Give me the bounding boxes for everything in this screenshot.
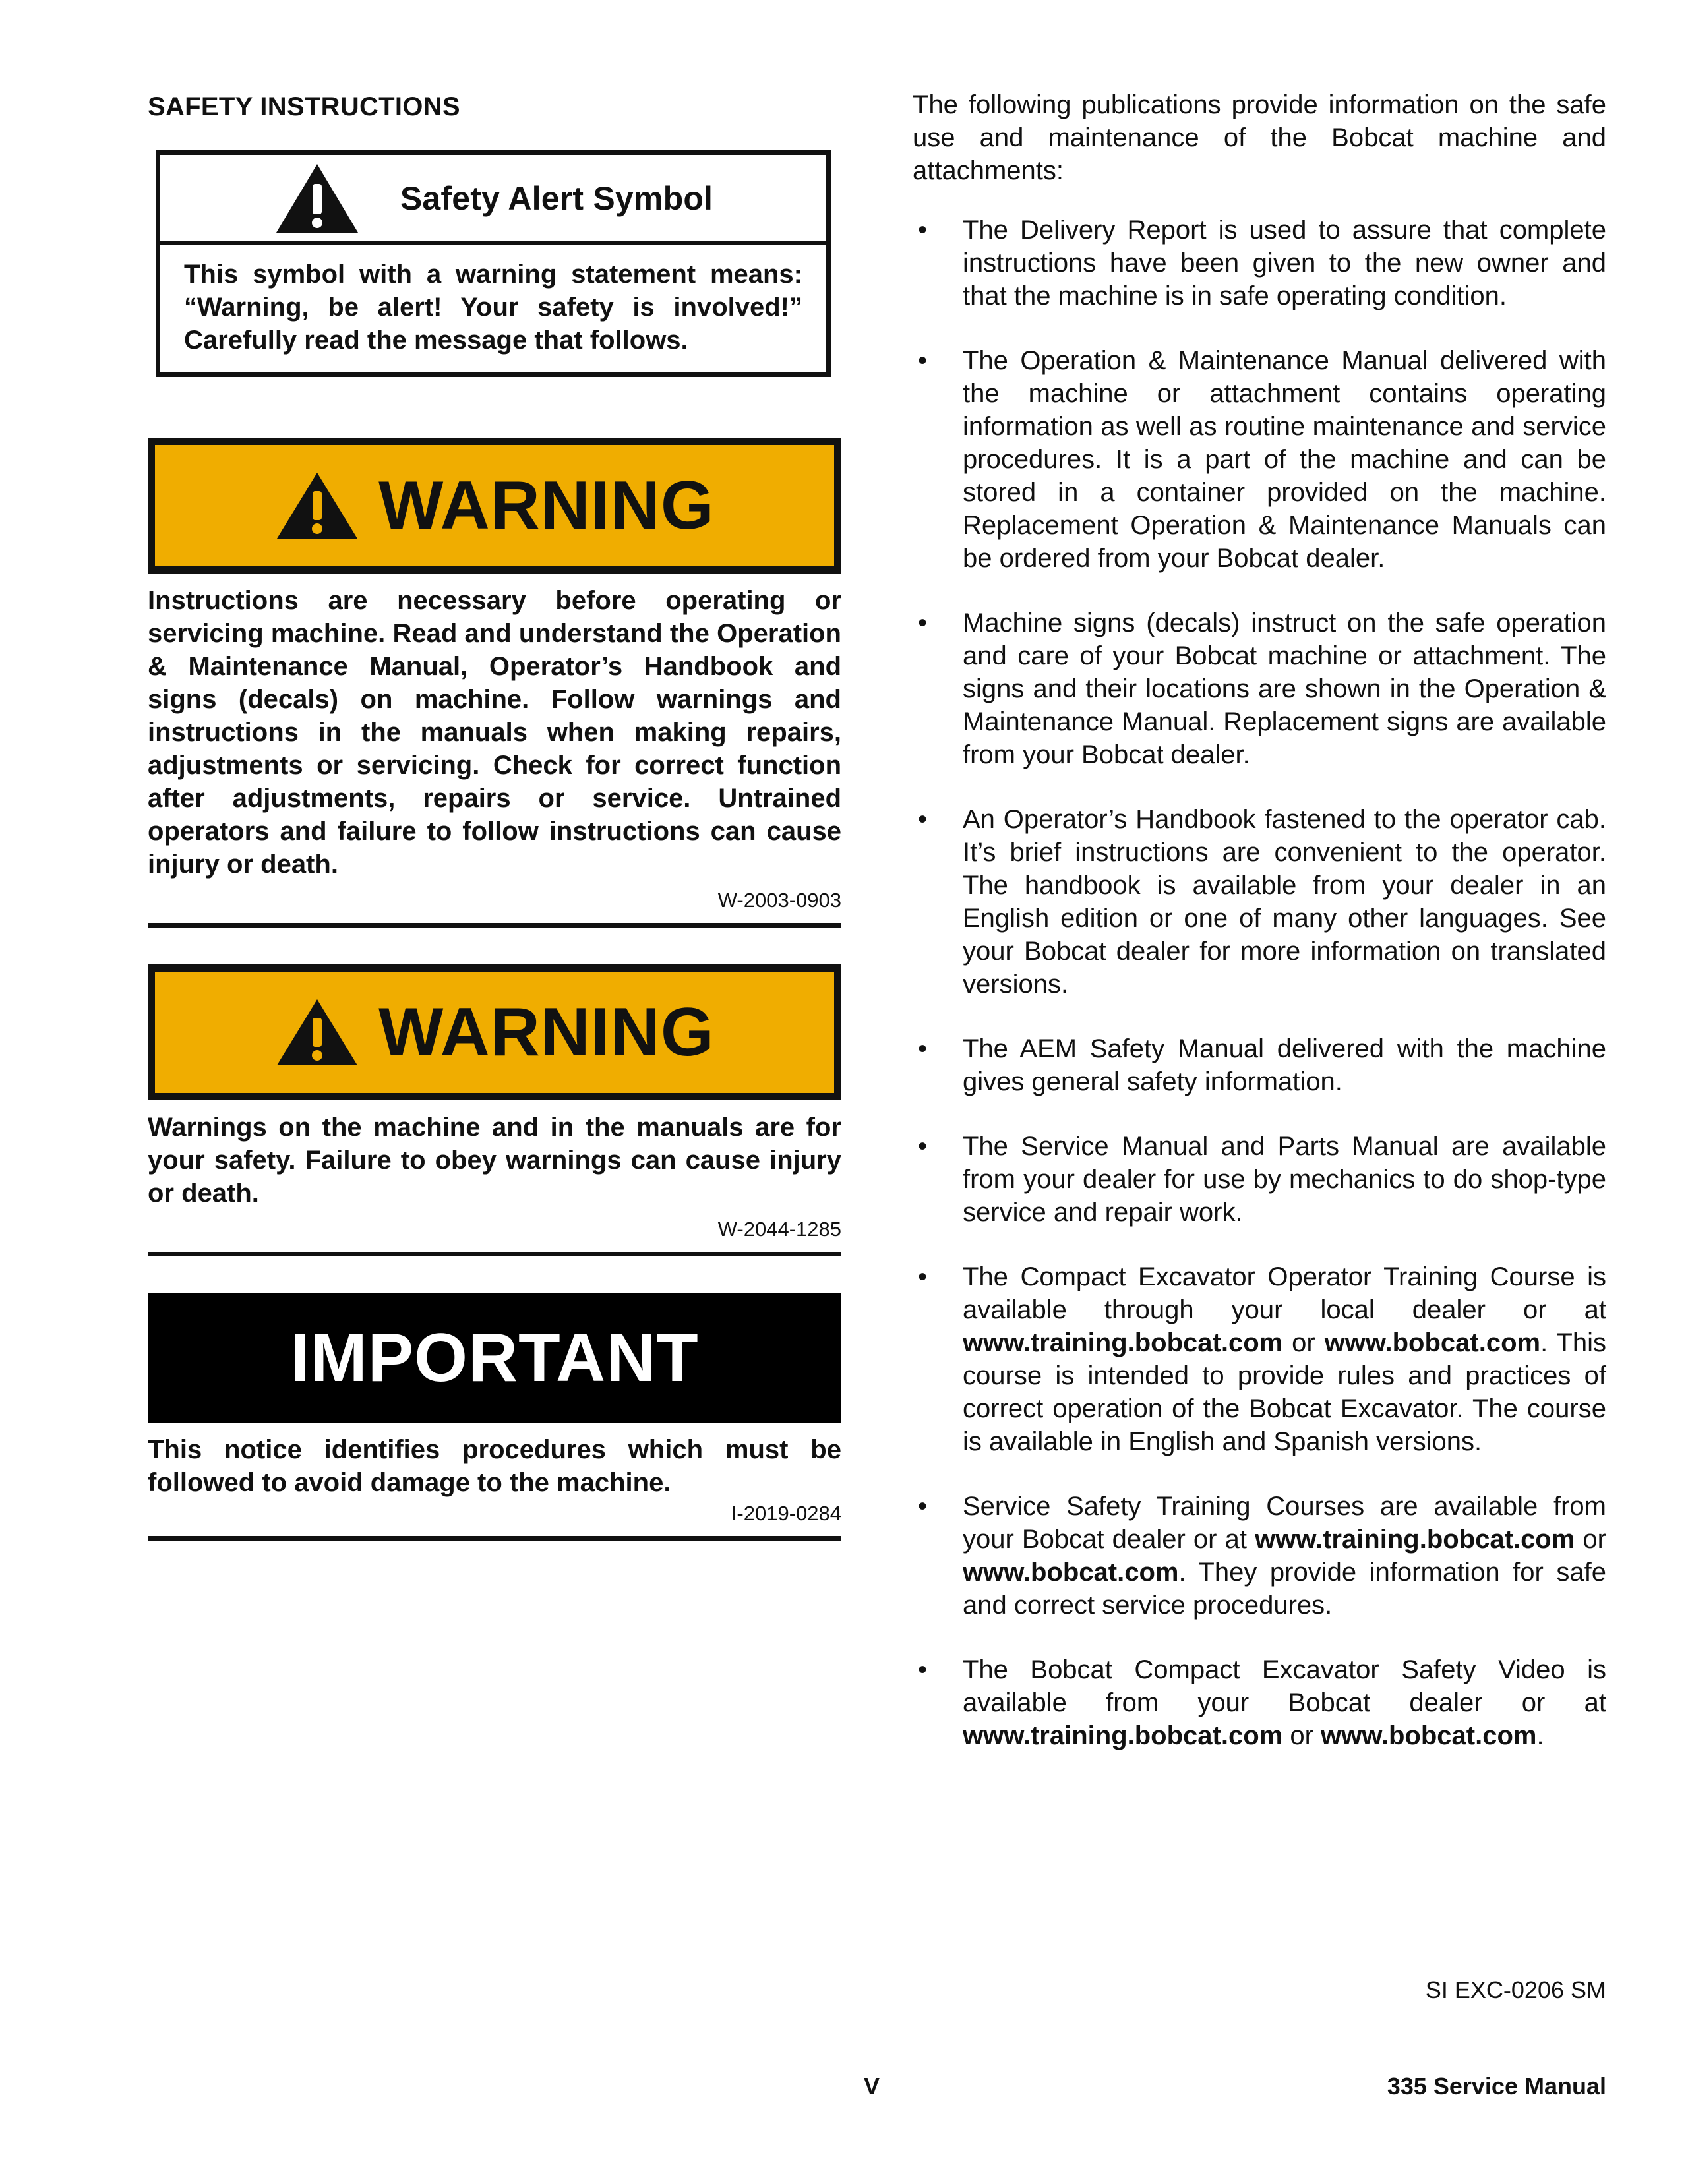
bullet: •: [917, 1492, 927, 1521]
bullet: •: [917, 346, 927, 375]
bullet: •: [917, 1262, 927, 1291]
warning-label-2: WARNING: [378, 994, 715, 1071]
left-column: [148, 88, 841, 1541]
warning-code-2: W-2044-1285: [717, 1218, 841, 1241]
warning-block-2: [148, 964, 841, 1256]
warning-banner-2: [148, 964, 841, 1100]
list-item: • The Compact Excavator Operator Training Course is available through your local dealer or at www.training.bobcat.com or www.bobcat.com. This course is intended to provide rules and practices of correct operation of the Bobcat Excavator. The course is available in English and Spanish versions.: [913, 1260, 1606, 1458]
warning-block-1: [148, 438, 841, 928]
important-banner: [148, 1293, 841, 1423]
warning-text-2: Warnings on the machine and in the manuals are for your safety. Failure to obey warnings can cause injury or death.: [148, 1113, 841, 1208]
safety-alert-triangle-icon: [274, 162, 361, 235]
page-number: V: [864, 2073, 880, 2100]
list-item: • The Bobcat Compact Excavator Safety Video is available from your Bobcat dealer or at www.training.bobcat.com or www.bobcat.com.: [913, 1653, 1606, 1752]
list-item: • Service Safety Training Courses are available from your Bobcat dealer or at www.training.bobcat.com or www.bobcat.com. They provide information for safe and correct service procedures.: [913, 1490, 1606, 1622]
bullet: •: [917, 805, 927, 834]
safety-alert-body: This symbol with a warning statement means: “Warning, be alert! Your safety is involved!” Carefully read the message that follows.: [184, 260, 802, 355]
list-item: • Machine signs (decals) instruct on the safe operation and care of your Bobcat machine or attachment. The signs and their locations are shown in the Operation & Maintenance Manual. Replacement signs are available from your Bobcat dealer.: [913, 606, 1606, 771]
bullet: •: [917, 1132, 927, 1161]
important-block: [148, 1293, 841, 1541]
important-label: IMPORTANT: [290, 1319, 699, 1396]
safety-alert-box: [156, 150, 831, 377]
safety-alert-header: [160, 155, 826, 245]
bobcat-link[interactable]: www.bobcat.com: [963, 1558, 1179, 1587]
list-item: • An Operator’s Handbook fastened to the operator cab. It’s brief instructions are convenient to the operator. The handbook is available from your dealer in an English edition or one of many other languages. See your Bobcat dealer for more information on translated versions.: [913, 803, 1606, 1001]
bobcat-link[interactable]: www.bobcat.com: [1321, 1721, 1537, 1750]
list-item: • The Service Manual and Parts Manual are available from your dealer for use by mechanics to do shop-type service and repair work.: [913, 1130, 1606, 1229]
list-item: • The Delivery Report is used to assure that complete instructions have been given to the new owner and that the machine is in safe operating condition.: [913, 214, 1606, 312]
warning-text-1: Instructions are necessary before operating or servicing machine. Read and understand the Operation & Maintenance Manual, Operator’s Handbook and signs (decals) on machine. Follow warnings and instructions in the manuals when making repairs, adjustments or servicing. Check for correct function after adjustments, repairs or service. Untrained operators and failure to follow instructions can cause injury or death.: [148, 586, 841, 879]
warning-label-1: WARNING: [378, 467, 715, 544]
warning-code-1: W-2003-0903: [717, 889, 841, 912]
warning-triangle-icon: [274, 470, 360, 541]
bullet: •: [917, 608, 927, 637]
warning-banner-1: [148, 438, 841, 574]
list-item: • The Operation & Maintenance Manual delivered with the machine or attachment contains operating information as well as routine maintenance and service procedures. It is a part of the machine and can be stored in a container provided on the machine. Replacement Operation & Maintenance Manuals can be ordered from your Bobcat dealer.: [913, 344, 1606, 575]
publications-list: [913, 214, 1606, 1752]
publications-intro: The following publications provide information on the safe use and maintenance of the Bobcat machine and attachments:: [913, 90, 1606, 185]
bobcat-link[interactable]: www.bobcat.com: [1324, 1328, 1541, 1357]
training-link[interactable]: www.training.bobcat.com: [1255, 1525, 1575, 1554]
training-link[interactable]: www.training.bobcat.com: [963, 1721, 1283, 1750]
section-title: SAFETY INSTRUCTIONS: [148, 92, 460, 121]
bullet: •: [917, 1655, 927, 1684]
bullet: •: [917, 1034, 927, 1063]
list-item: • The AEM Safety Manual delivered with the machine gives general safety information.: [913, 1032, 1606, 1098]
divider-rule: [148, 1536, 841, 1541]
document-code: SI EXC-0206 SM: [1425, 1976, 1606, 2003]
divider-rule: [148, 1252, 841, 1256]
important-code: I-2019-0284: [731, 1502, 841, 1525]
manual-name: 335 Service Manual: [1387, 2073, 1606, 2100]
warning-triangle-icon: [274, 997, 360, 1068]
right-column: [913, 88, 1606, 1784]
bullet: •: [917, 216, 927, 245]
important-text: This notice identifies procedures which must be followed to avoid damage to the machine.: [148, 1435, 841, 1497]
divider-rule: [148, 923, 841, 928]
safety-alert-title: Safety Alert Symbol: [400, 179, 713, 217]
training-link[interactable]: www.training.bobcat.com: [963, 1328, 1283, 1357]
